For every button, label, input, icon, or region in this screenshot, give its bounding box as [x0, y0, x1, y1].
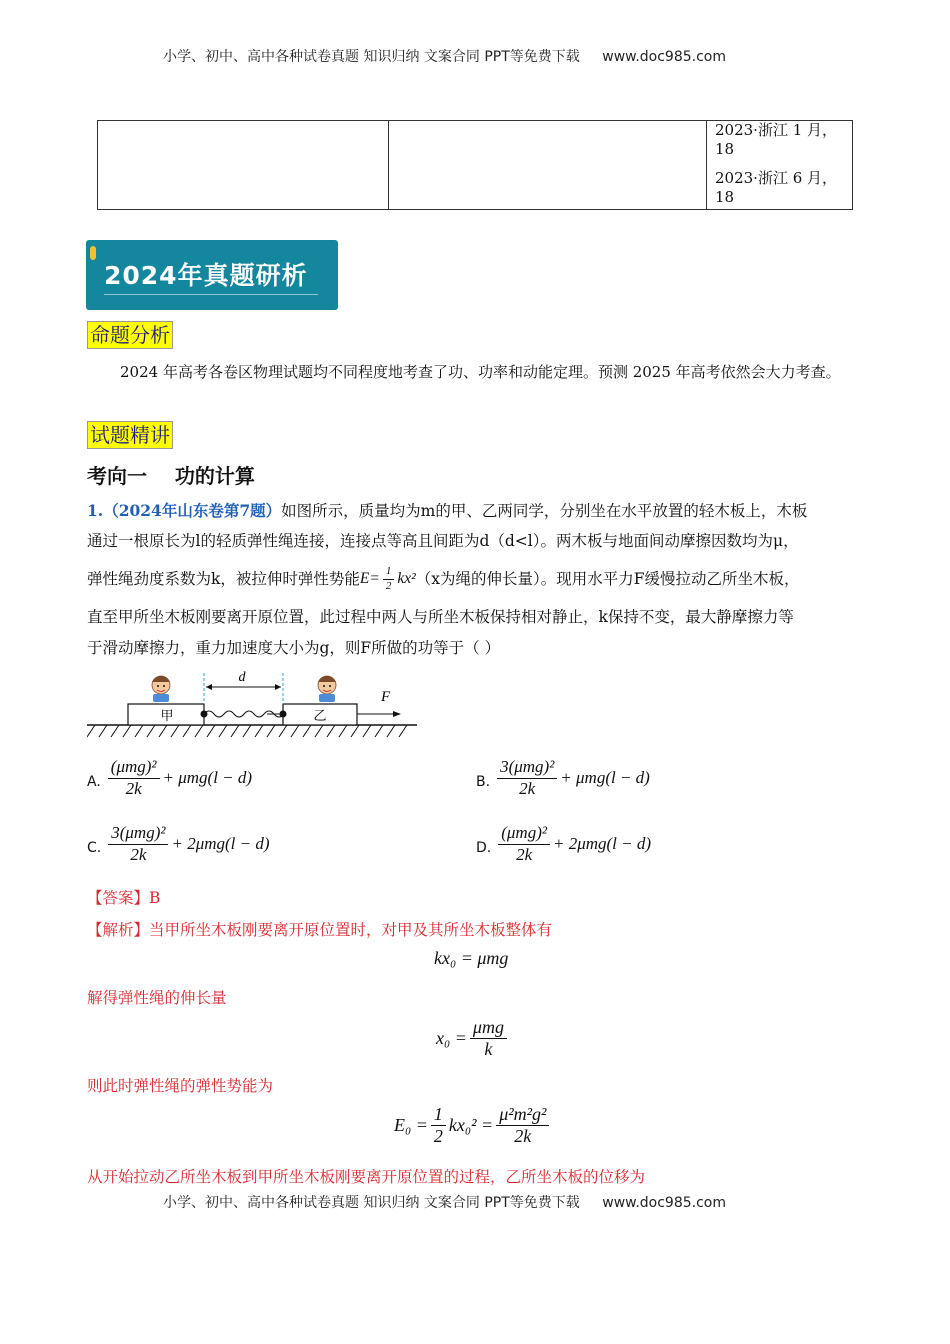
- table-ref: 2023·浙江 6 月，18: [715, 169, 838, 206]
- person-left: [152, 676, 170, 702]
- option-tail: + 2μmg(l − d): [171, 834, 270, 853]
- question-text: （x为绳的伸长量）。现用水平力F缓慢拉动乙所坐木板，: [415, 570, 800, 588]
- eq-num: 1: [431, 1104, 446, 1126]
- eq-mid: kx₀² =: [448, 1114, 494, 1135]
- solution-line-3: 则此时弹性绳的弹性势能为: [87, 1077, 274, 1095]
- option-label: D.: [476, 840, 492, 856]
- answer: 【答案】B: [87, 889, 161, 907]
- board-left-label: 甲: [160, 709, 174, 724]
- question-source: （2024年山东卷第7题）: [103, 501, 282, 520]
- page-header: [163, 46, 726, 66]
- banner-title: 2024年真题研析: [104, 261, 308, 290]
- question-line-5: 于滑动摩擦力，重力加速度大小为g，则F所做的功等于（ ）: [87, 639, 501, 657]
- analysis-paragraph: 2024 年高考各卷区物理试题均不同程度地考查了功、功率和动能定理。预测 2025 年高考依然会大力考查。: [120, 363, 841, 381]
- solution-line-4: 从开始拉动乙所坐木板到甲所坐木板刚要离开原位置的过程，乙所坐木板的位移为: [87, 1168, 646, 1186]
- arrowhead: [275, 684, 281, 690]
- option-c[interactable]: [87, 823, 270, 865]
- table-ref: 2023·浙江 1 月，18: [715, 121, 838, 158]
- eq-den: 2k: [514, 1126, 532, 1146]
- table-cell-empty: [389, 121, 707, 210]
- tag-analysis: 命题分析: [87, 321, 173, 349]
- formula-lhs: E=: [359, 570, 380, 587]
- option-den: 2k: [130, 845, 147, 864]
- eq-num: μmg: [470, 1017, 507, 1039]
- option-num: (μmg)²: [108, 757, 160, 779]
- option-tail: + μmg(l − d): [162, 768, 253, 787]
- reference-table: [97, 120, 853, 210]
- option-num: (μmg)²: [498, 823, 550, 845]
- arrowhead: [206, 684, 212, 690]
- section-banner: [86, 240, 338, 310]
- table-cell-refs: [707, 121, 853, 210]
- option-label: A.: [87, 774, 101, 790]
- energy-formula: [360, 562, 416, 596]
- joint-left: [201, 711, 208, 718]
- eq-den: k: [484, 1039, 493, 1059]
- option-label: C.: [87, 840, 102, 856]
- footer-text: 小学、初中、高中各种试卷真题 知识归纳 文案合同 PPT等免费下载: [163, 1195, 580, 1211]
- formula-den: 2: [385, 580, 392, 593]
- table-cell-empty: [98, 121, 389, 210]
- equation-1: kx₀ = μmg: [434, 948, 509, 968]
- board-right-label: 乙: [313, 709, 327, 724]
- option-label: B.: [476, 774, 491, 790]
- option-b[interactable]: [476, 757, 650, 799]
- equation-2: [436, 1017, 510, 1059]
- option-num: 3(μmg)²: [497, 757, 557, 779]
- question-line-4: 直至甲所坐木板刚要离开原位置，此过程中两人与所坐木板保持相对静止，k保持不变，最大静摩擦力等: [87, 608, 794, 626]
- banner-accent: [90, 246, 96, 260]
- eq-den: 2: [433, 1126, 443, 1146]
- eq-lhs: x₀ =: [436, 1027, 467, 1048]
- option-tail: + μmg(l − d): [560, 768, 650, 787]
- question-text: 弹性绳劲度系数为k，被拉伸时弹性势能: [87, 570, 360, 588]
- banner-divider: [104, 294, 318, 295]
- solution-text: 当甲所坐木板刚要离开原位置时，对甲及其所坐木板整体有: [149, 921, 553, 939]
- formula-num: 1: [383, 565, 395, 580]
- option-den: 2k: [519, 779, 536, 798]
- formula-rhs: kx²: [397, 570, 416, 587]
- eq-num: μ²m²g²: [496, 1104, 549, 1126]
- label-d: d: [238, 670, 246, 685]
- arrowhead: [393, 711, 401, 717]
- joint-right: [280, 711, 287, 718]
- option-d[interactable]: [476, 823, 651, 865]
- physics-figure: [87, 665, 427, 745]
- option-a[interactable]: [87, 757, 252, 799]
- question-line-1: [87, 494, 807, 528]
- solution-line-1: [87, 918, 552, 940]
- ground-hatching: [87, 725, 407, 737]
- option-den: 2k: [516, 845, 533, 864]
- question-line-3: [87, 562, 800, 596]
- solution-lead: 【解析】: [87, 921, 150, 939]
- page-footer: [163, 1192, 726, 1212]
- equation-3: [394, 1104, 552, 1146]
- person-right: [318, 676, 336, 702]
- option-num: 3(μmg)²: [108, 823, 168, 845]
- header-text: 小学、初中、高中各种试卷真题 知识归纳 文案合同 PPT等免费下载: [163, 49, 580, 65]
- question-text: 如图所示，质量均为m的甲、乙两同学，分别坐在水平放置的轻木板上，木板: [281, 502, 808, 520]
- question-line-2: 通过一根原长为l的轻质弹性绳连接，连接点等高且间距为d（d<l）。两木板与地面间动摩擦因数均为μ，: [87, 532, 799, 550]
- solution-line-2: 解得弹性绳的伸长量: [87, 989, 227, 1007]
- section-title: 考向一 功的计算: [87, 464, 255, 488]
- footer-url[interactable]: www.doc985.com: [602, 1195, 726, 1211]
- option-den: 2k: [125, 779, 142, 798]
- header-url[interactable]: www.doc985.com: [602, 49, 726, 65]
- eq-lhs: E₀ =: [394, 1114, 428, 1135]
- label-F: F: [381, 689, 391, 705]
- option-tail: + 2μmg(l − d): [552, 834, 652, 853]
- question-number: 1.: [87, 501, 104, 520]
- tag-explain: 试题精讲: [87, 421, 173, 449]
